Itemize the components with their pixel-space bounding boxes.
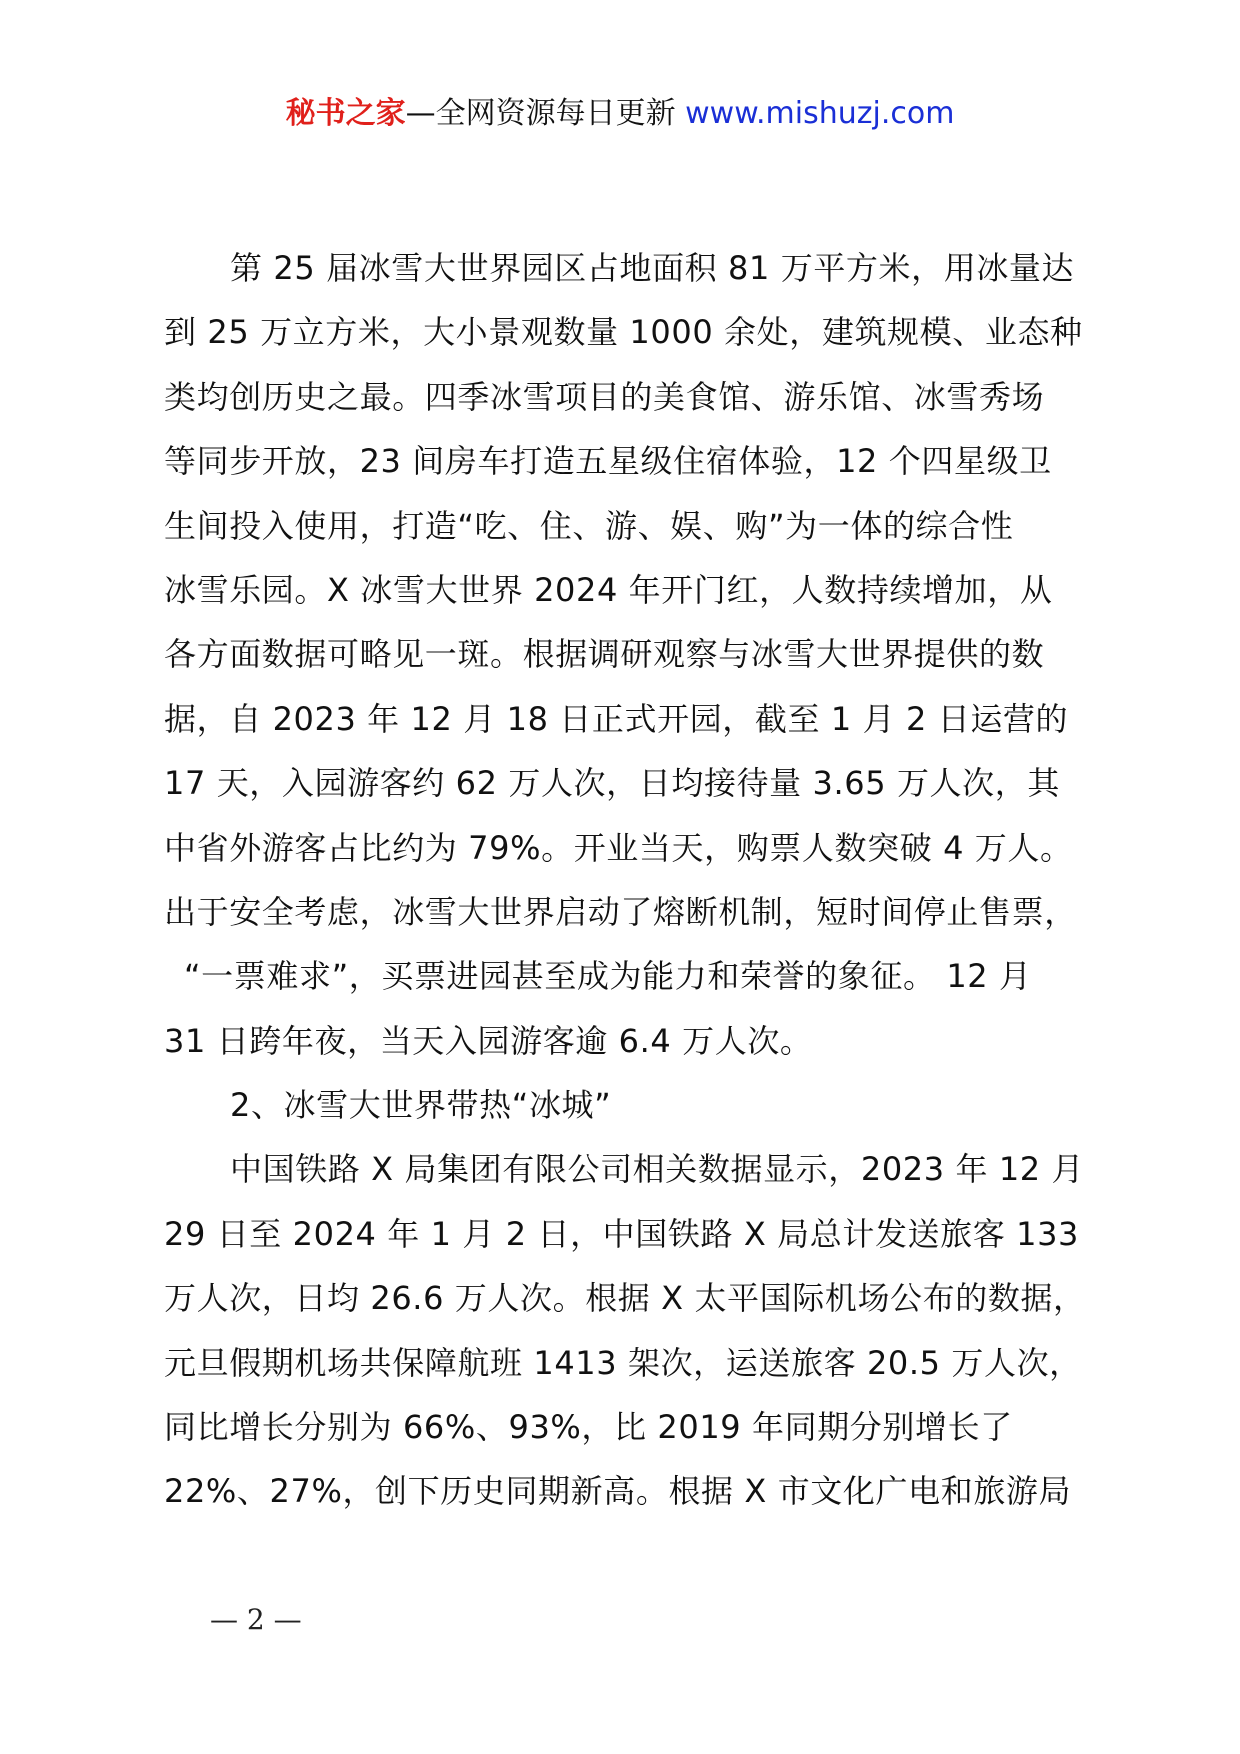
paragraph-line: 中国铁路 X 局集团有限公司相关数据显示，2023 年 12 月 [230, 1150, 1085, 1189]
paragraph-line: 各方面数据可略见一斑。根据调研观察与冰雪大世界提供的数 [164, 635, 1045, 674]
paragraph-line: 22%、27%，创下历史同期新高。根据 X 市文化广电和旅游局 [164, 1472, 1072, 1511]
paragraph-line: 到 25 万立方米，大小景观数量 1000 余处，建筑规模、业态种 [164, 313, 1083, 352]
page-number: — 2 — [210, 1603, 302, 1636]
paragraph-line: 17 天，入园游客约 62 万人次，日均接待量 3.65 万人次，其 [164, 764, 1060, 803]
paragraph-line: 冰雪乐园。X 冰雪大世界 2024 年开门红，人数持续增加，从 [164, 570, 1053, 609]
paragraph-line: 据，自 2023 年 12 月 18 日正式开园，截至 1 月 2 日运营的 [164, 699, 1069, 738]
site-tagline: —全网资源每日更新 [405, 96, 676, 131]
paragraph-line: 出于安全考虑，冰雪大世界启动了熔断机制，短时间停止售票， [164, 892, 1077, 931]
paragraph-line: 元旦假期机场共保障航班 1413 架次，运送旅客 20.5 万人次， [164, 1343, 1082, 1382]
document-body [164, 236, 1112, 1524]
paragraph-line: 类均创历史之最。四季冰雪项目的美食馆、游乐馆、冰雪秀场 [164, 377, 1045, 416]
paragraph-line: 31 日跨年夜，当天入园游客逾 6.4 万人次。 [164, 1021, 813, 1060]
paragraph-line: 29 日至 2024 年 1 月 2 日，中国铁路 X 局总计发送旅客 133 [164, 1214, 1079, 1253]
paragraph-line: 第 25 届冰雪大世界园区占地面积 81 万平方米，用冰量达 [230, 249, 1075, 287]
paragraph-line: 生间投入使用，打造“吃、住、游、娱、购”为一体的综合性 [164, 506, 1014, 545]
section-heading: 2、冰雪大世界带热“冰城” [230, 1086, 612, 1125]
paragraph-line: 同比增长分别为 66%、93%，比 2019 年同期分别增长了 [164, 1408, 1013, 1447]
site-url-link[interactable]: www.mishuzj.com [685, 96, 955, 131]
paragraph-line: 中省外游客占比约为 79%。开业当天，购票人数突破 4 万人。 [164, 828, 1073, 867]
paragraph-line: 等同步开放，23 间房车打造五星级住宿体验，12 个四星级卫 [164, 442, 1052, 481]
paragraph-line: 万人次，日均 26.6 万人次。根据 X 太平国际机场公布的数据， [164, 1279, 1086, 1318]
site-brand: 秘书之家 [285, 96, 406, 131]
paragraph-line: “一票难求”，买票进园甚至成为能力和荣誉的象征。 12 月 [184, 957, 1032, 996]
page-header [0, 94, 1240, 134]
